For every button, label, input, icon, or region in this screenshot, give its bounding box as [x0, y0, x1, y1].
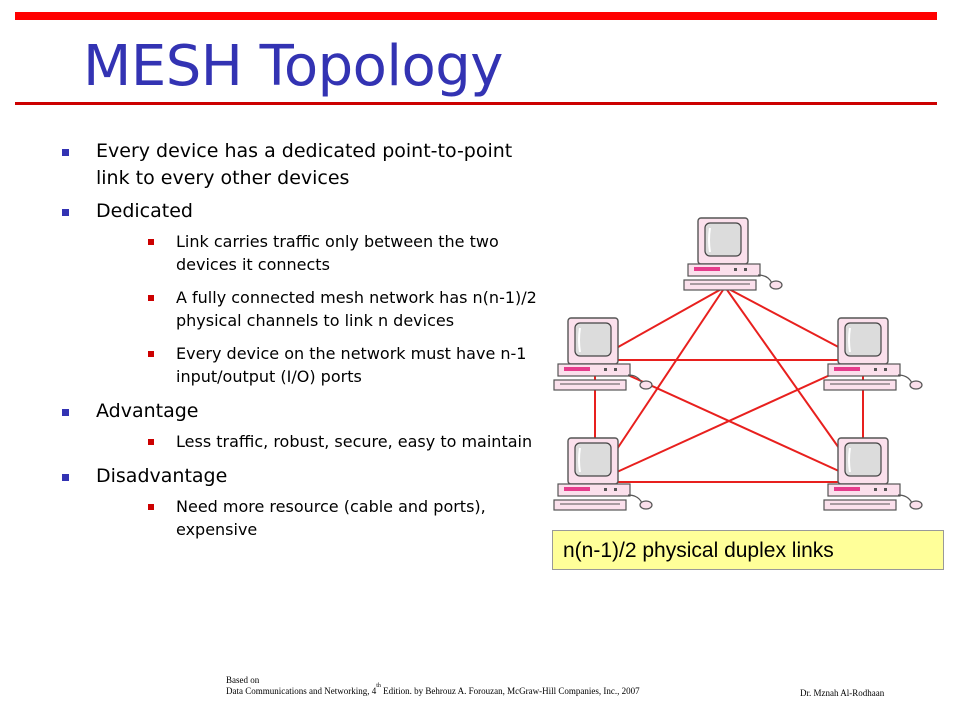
bullet-list [58, 138, 538, 551]
sub-bullet-item: A fully connected mesh network has n(n-1)/2 physical channels to link n devices [138, 286, 538, 332]
sub-bullet-item: Every device on the network must have n-1 input/output (I/O) ports [138, 342, 538, 388]
sub-bullet-item: Less traffic, robust, secure, easy to maintain [138, 430, 538, 453]
bullet-text: Every device has a dedicated point-to-point link to every other devices [96, 140, 513, 189]
mesh-topology-diagram [550, 212, 930, 512]
sub-bullet-item: Link carries traffic only between the two devices it connects [138, 230, 538, 276]
bullet-item [58, 198, 538, 388]
footer-citation-prefix: Data Communications and Networking, 4 [226, 686, 377, 696]
bullet-text: Disadvantage [96, 465, 228, 487]
footer-based-on: Based on [226, 675, 260, 685]
footer-citation-suffix: Edition. by Behrouz A. Forouzan, McGraw-Hill Companies, Inc., 2007 [380, 686, 640, 696]
bullet-text: Dedicated [96, 200, 193, 222]
computer-icon [824, 438, 922, 510]
footer-citation-sup: th [376, 683, 381, 689]
bullet-item [58, 138, 538, 192]
bullet-item [58, 463, 538, 541]
page-title: MESH Topology [83, 34, 503, 99]
top-accent-bar [15, 12, 937, 20]
bullet-text: Advantage [96, 400, 199, 422]
mesh-links [595, 287, 863, 482]
computer-icon [684, 218, 782, 290]
sub-bullet-item: Need more resource (cable and ports), expensive [138, 495, 538, 541]
computer-icon [824, 318, 922, 390]
caption-box: n(n-1)/2 physical duplex links [552, 530, 944, 570]
title-divider [15, 102, 937, 105]
footer-author: Dr. Mznah Al-Rodhaan [800, 688, 885, 698]
bullet-item [58, 398, 538, 453]
footer-citation [226, 675, 640, 697]
computer-icon [554, 438, 652, 510]
